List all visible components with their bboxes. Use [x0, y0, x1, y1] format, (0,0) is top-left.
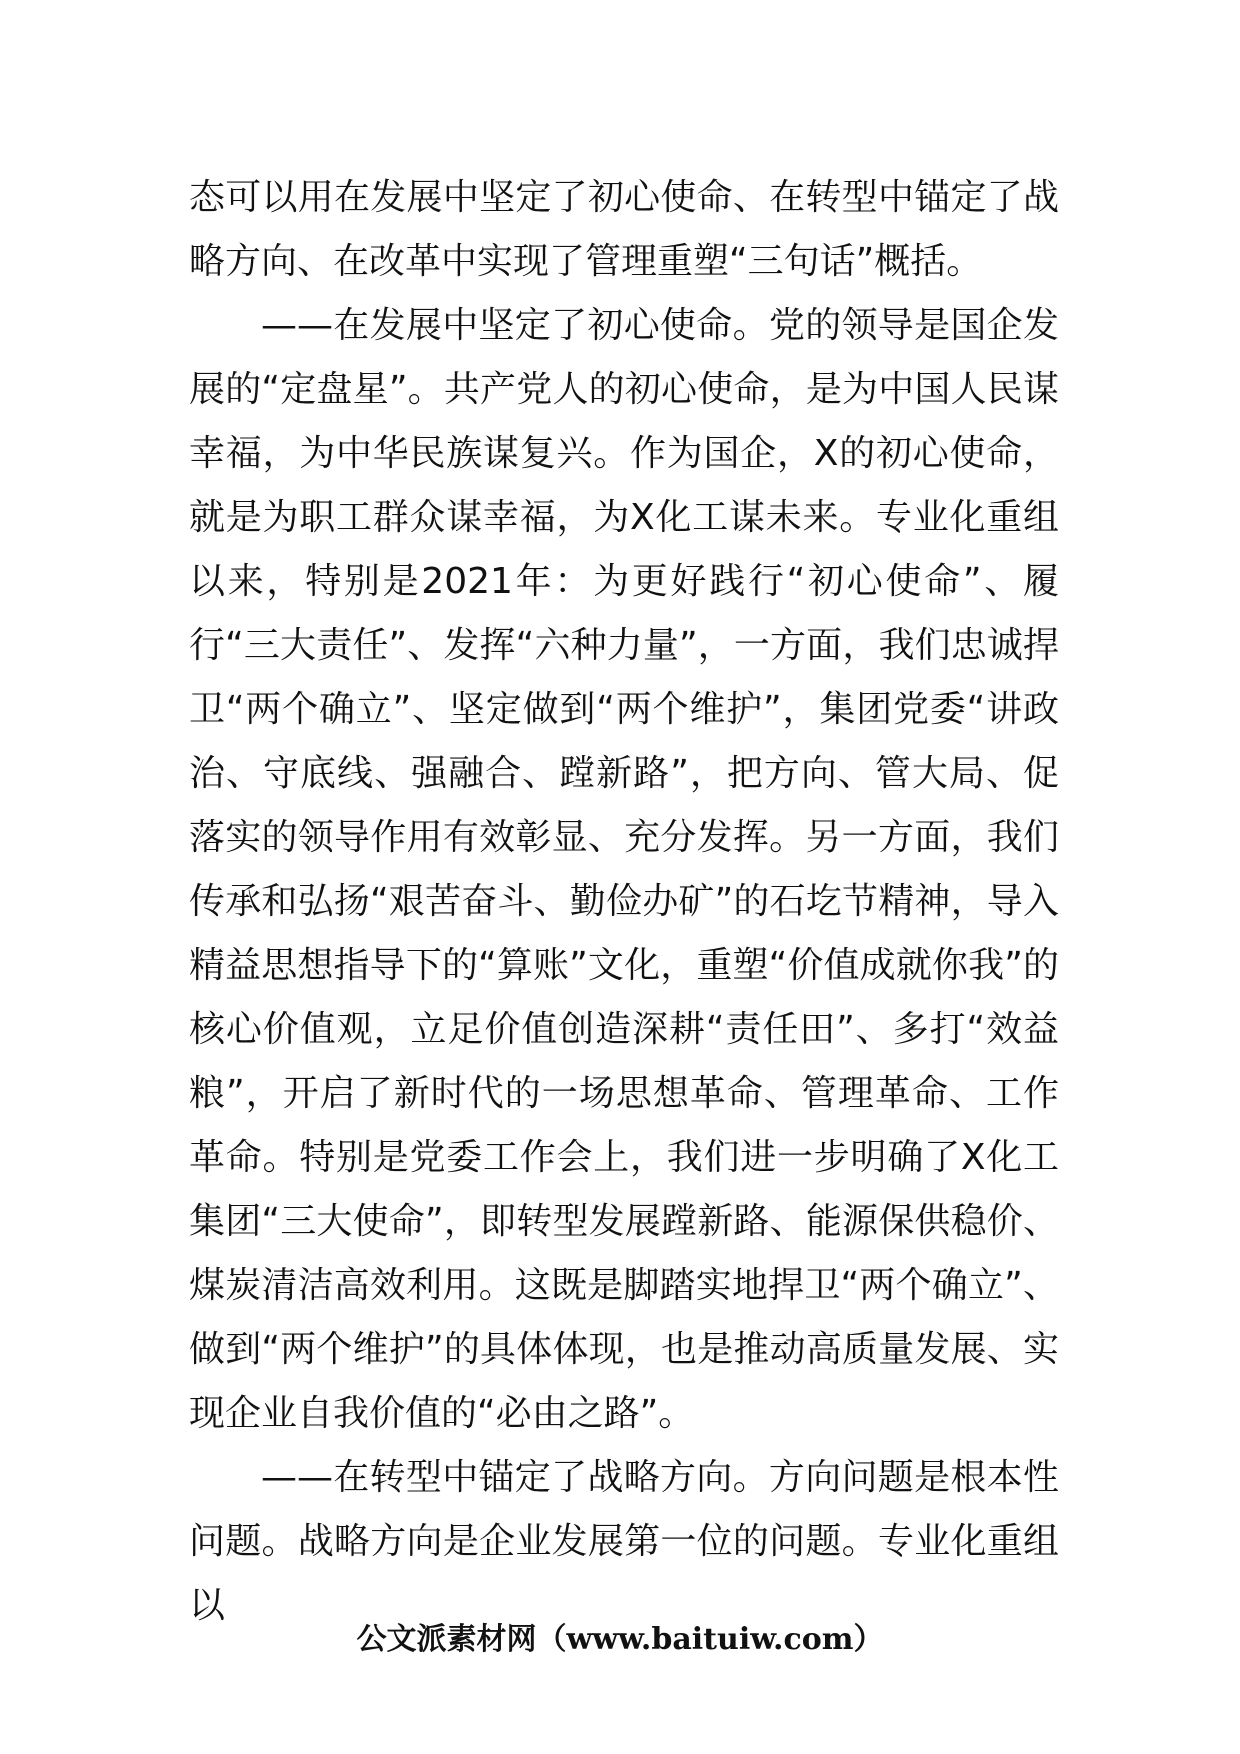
document-body [189, 166, 1059, 1638]
paragraph-strategic-direction: ——在转型中锚定了战略方向。方向问题是根本性问题。战略方向是企业发展第一位的问题。专业化重组以 [189, 1457, 1059, 1626]
paragraph-continuation: 态可以用在发展中坚定了初心使命、在转型中锚定了战略方向、在改革中实现了管理重塑“三句话”概括。 [189, 177, 1059, 282]
footer-watermark: 公文派素材网（www.baituiw.com） [356, 1622, 884, 1657]
paragraph-initial-mission: ——在发展中坚定了初心使命。党的领导是国企发展的“定盘星”。共产党人的初心使命，是为中国人民谋幸福，为中华民族谋复兴。作为国企，X的初心使命，就是为职工群众谋幸福，为X化工谋未来。专业化重组以来，特别是2021年：为更好践行“初心使命”、履行“三大责任”、发挥“六种力量”，一方面，我们忠诚捍卫“两个确立”、坚定做到“两个维护”，集团党委“讲政治、守底线、强融合、蹚新路”，把方向、管大局、促落实的领导作用有效彰显、充分发挥。另一方面，我们传承和弘扬“艰苦奋斗、勤俭办矿”的石圪节精神，导入精益思想指导下的“算账”文化，重塑“价值成就你我”的核心价值观，立足价值创造深耕“责任田”、多打“效益粮”，开启了新时代的一场思想革命、管理革命、工作革命。特别是党委工作会上，我们进一步明确了X化工集团“三大使命”，即转型发展蹚新路、能源保供稳价、煤炭清洁高效利用。这既是脚踏实地捍卫“两个确立”、做到“两个维护”的具体体现，也是推动高质量发展、实现企业自我价值的“必由之路”。 [189, 305, 1059, 1434]
